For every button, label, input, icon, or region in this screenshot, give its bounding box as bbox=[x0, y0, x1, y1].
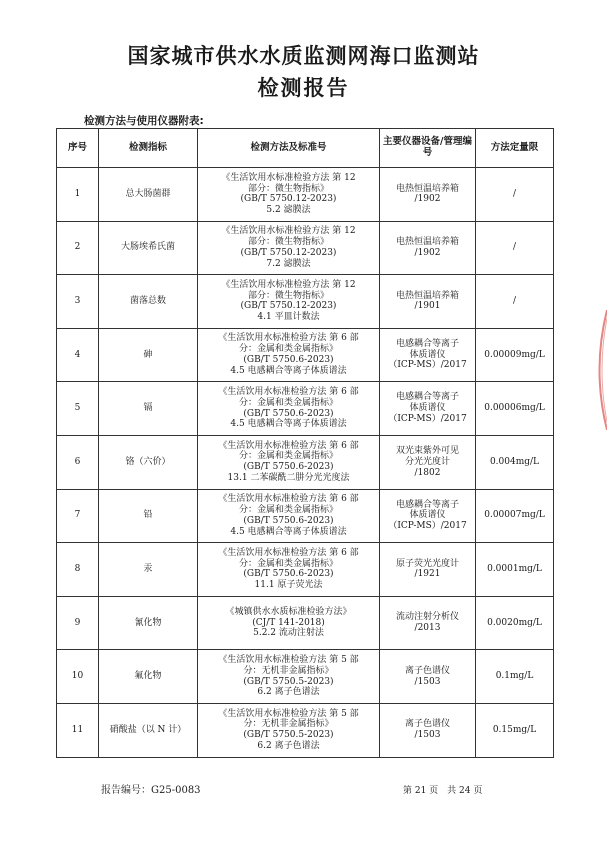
method-line: 《生活饮用水标准检验方法 第 12 bbox=[221, 172, 356, 183]
instrument-line: 原子荧光光度计 bbox=[395, 558, 459, 569]
method-line: (CJ/T 141-2018) bbox=[252, 617, 325, 628]
table-row bbox=[57, 543, 554, 597]
method-line: 4.5 电感耦合等离子体质谱法 bbox=[230, 419, 347, 430]
method-line: 6.2 离子色谱法 bbox=[257, 687, 320, 698]
test-method bbox=[198, 489, 380, 543]
method-line: 7.2 滤膜法 bbox=[266, 258, 311, 269]
test-item: 氰化物 bbox=[99, 596, 198, 650]
test-method bbox=[198, 703, 380, 757]
method-line: (GB/T 5750.12-2023) bbox=[240, 301, 337, 312]
table-row bbox=[57, 435, 554, 489]
report-subtitle: 检测报告 bbox=[257, 76, 350, 100]
instrument-line: /2013 bbox=[414, 623, 441, 634]
method-line: 5.2 滤膜法 bbox=[266, 205, 311, 216]
test-item: 铬（六价） bbox=[99, 435, 198, 489]
method-line: 分：金属和类金属指标》 bbox=[238, 397, 338, 408]
table-row bbox=[57, 650, 554, 704]
method-line: (GB/T 5750.6-2023) bbox=[243, 462, 334, 473]
instrument-line: 双光束紫外可见 bbox=[395, 446, 459, 457]
instrument-line: 体质谱仪 bbox=[409, 510, 446, 521]
instrument-line: 体质谱仪 bbox=[409, 349, 446, 360]
row-number: 5 bbox=[57, 382, 99, 436]
instrument-line: 电热恒温培养箱 bbox=[395, 183, 459, 194]
method-line: 4.1 平皿计数法 bbox=[257, 312, 320, 323]
table-row bbox=[57, 489, 554, 543]
instrument bbox=[380, 435, 476, 489]
quantitation-limit: 0.1mg/L bbox=[476, 650, 554, 704]
instrument bbox=[380, 328, 476, 382]
method-line: 4.5 电感耦合等离子体质谱法 bbox=[230, 365, 347, 376]
instrument-line: /1503 bbox=[414, 730, 441, 741]
method-line: 4.5 电感耦合等离子体质谱法 bbox=[230, 526, 347, 537]
header-limit: 方法定量限 bbox=[476, 129, 554, 168]
method-line: 5.2.2 流动注射法 bbox=[253, 628, 324, 639]
quantitation-limit: 0.00009mg/L bbox=[476, 328, 554, 382]
header-instrument bbox=[380, 129, 476, 168]
header-method: 检测方法及标准号 bbox=[198, 129, 380, 168]
row-number: 9 bbox=[57, 596, 99, 650]
test-item: 砷 bbox=[99, 328, 198, 382]
table-row bbox=[57, 275, 554, 329]
header-item: 检测指标 bbox=[99, 129, 198, 168]
instrument-line: /1802 bbox=[414, 467, 441, 478]
instrument bbox=[380, 275, 476, 329]
instrument-line: 流动注射分析仪 bbox=[395, 612, 459, 623]
test-method bbox=[198, 221, 380, 275]
method-line: (GB/T 5750.6-2023) bbox=[243, 569, 334, 580]
header-instrument-label: 主要仪器设备/管理编号 bbox=[383, 136, 472, 158]
method-line: 6.2 离子色谱法 bbox=[257, 741, 320, 752]
test-method bbox=[198, 168, 380, 222]
method-line: 《生活饮用水标准检验方法 第 12 bbox=[221, 279, 356, 290]
instrument bbox=[380, 221, 476, 275]
method-line: 部分：微生物指标》 bbox=[247, 237, 329, 248]
method-line: 分：金属和类金属指标》 bbox=[238, 344, 338, 355]
instrument-line: 电感耦合等离子 bbox=[395, 392, 459, 403]
report-number: 报告编号：G25-0083 bbox=[101, 785, 201, 796]
test-item: 氟化物 bbox=[99, 650, 198, 704]
instrument-line: /1503 bbox=[414, 676, 441, 687]
method-line: 分：金属和类金属指标》 bbox=[238, 505, 338, 516]
test-method bbox=[198, 328, 380, 382]
test-item: 镉 bbox=[99, 382, 198, 436]
method-line: 部分：微生物指标》 bbox=[247, 290, 329, 301]
instrument bbox=[380, 650, 476, 704]
instrument-line: /1902 bbox=[414, 194, 441, 205]
method-line: (GB/T 5750.12-2023) bbox=[240, 247, 337, 258]
table-row bbox=[57, 703, 554, 757]
test-item: 铅 bbox=[99, 489, 198, 543]
table-body bbox=[57, 168, 554, 758]
instrument bbox=[380, 382, 476, 436]
method-line: (GB/T 5750.6-2023) bbox=[243, 515, 334, 526]
table-row bbox=[57, 221, 554, 275]
method-line: 《生活饮用水标准检验方法 第 6 部 bbox=[218, 440, 359, 451]
instrument-line: 电感耦合等离子 bbox=[395, 499, 459, 510]
table-header-row bbox=[57, 129, 554, 168]
method-line: 部分：微生物指标》 bbox=[247, 183, 329, 194]
instrument-line: 离子色谱仪 bbox=[404, 665, 450, 676]
quantitation-limit: 0.0020mg/L bbox=[476, 596, 554, 650]
test-item: 汞 bbox=[99, 543, 198, 597]
method-line: 《生活饮用水标准检验方法 第 6 部 bbox=[218, 333, 359, 344]
row-number: 10 bbox=[57, 650, 99, 704]
quantitation-limit: 0.00007mg/L bbox=[476, 489, 554, 543]
row-number: 11 bbox=[57, 703, 99, 757]
instrument bbox=[380, 489, 476, 543]
test-method bbox=[198, 650, 380, 704]
test-method bbox=[198, 596, 380, 650]
row-number: 1 bbox=[57, 168, 99, 222]
method-line: (GB/T 5750.5-2023) bbox=[243, 676, 334, 687]
method-line: 《生活饮用水标准检验方法 第 6 部 bbox=[218, 547, 359, 558]
method-line: 《生活饮用水标准检验方法 第 12 bbox=[221, 226, 356, 237]
method-table bbox=[56, 128, 554, 758]
instrument-line: （ICP-MS）/2017 bbox=[388, 360, 467, 371]
method-line: (GB/T 5750.6-2023) bbox=[243, 408, 334, 419]
test-method bbox=[198, 435, 380, 489]
quantitation-limit: 0.004mg/L bbox=[476, 435, 554, 489]
header-no: 序号 bbox=[57, 129, 99, 168]
table-row bbox=[57, 596, 554, 650]
instrument-line: （ICP-MS）/2017 bbox=[388, 414, 467, 425]
instrument bbox=[380, 168, 476, 222]
quantitation-limit: / bbox=[476, 221, 554, 275]
instrument-line: 电感耦合等离子 bbox=[395, 338, 459, 349]
test-item: 大肠埃希氏菌 bbox=[99, 221, 198, 275]
instrument bbox=[380, 703, 476, 757]
seal-stamp-edge bbox=[590, 310, 607, 430]
instrument-line: 电热恒温培养箱 bbox=[395, 290, 459, 301]
report-title: 国家城市供水水质监测网海口监测站 bbox=[127, 44, 480, 68]
row-number: 6 bbox=[57, 435, 99, 489]
row-number: 2 bbox=[57, 221, 99, 275]
instrument-line: （ICP-MS）/2017 bbox=[388, 521, 467, 532]
row-number: 7 bbox=[57, 489, 99, 543]
instrument-line: 离子色谱仪 bbox=[404, 719, 450, 730]
method-line: 《生活饮用水标准检验方法 第 5 部 bbox=[218, 655, 359, 666]
table-row bbox=[57, 168, 554, 222]
test-method bbox=[198, 382, 380, 436]
page-number: 第 21 页 共 24 页 bbox=[403, 786, 483, 796]
instrument-line: /1921 bbox=[414, 569, 441, 580]
quantitation-limit: 0.0001mg/L bbox=[476, 543, 554, 597]
method-line: 分：金属和类金属指标》 bbox=[238, 451, 338, 462]
method-line: 《城镇供水水质标准检验方法》 bbox=[225, 606, 352, 617]
quantitation-limit: 0.15mg/L bbox=[476, 703, 554, 757]
row-number: 8 bbox=[57, 543, 99, 597]
method-line: 《生活饮用水标准检验方法 第 6 部 bbox=[218, 387, 359, 398]
instrument bbox=[380, 543, 476, 597]
method-line: (GB/T 5750.5-2023) bbox=[243, 730, 334, 741]
method-line: 分：无机非金属指标》 bbox=[243, 665, 334, 676]
method-line: 《生活饮用水标准检验方法 第 5 部 bbox=[218, 708, 359, 719]
quantitation-limit: 0.00006mg/L bbox=[476, 382, 554, 436]
row-number: 3 bbox=[57, 275, 99, 329]
table-row bbox=[57, 328, 554, 382]
instrument-line: 电热恒温培养箱 bbox=[395, 237, 459, 248]
instrument-line: /1902 bbox=[414, 247, 441, 258]
method-line: 11.1 原子荧光法 bbox=[254, 580, 323, 591]
test-item: 菌落总数 bbox=[99, 275, 198, 329]
test-item: 硝酸盐（以 N 计） bbox=[99, 703, 198, 757]
instrument bbox=[380, 596, 476, 650]
row-number: 4 bbox=[57, 328, 99, 382]
method-line: (GB/T 5750.12-2023) bbox=[240, 194, 337, 205]
quantitation-limit: / bbox=[476, 275, 554, 329]
method-line: 13.1 二苯碳酰二肼分光光度法 bbox=[227, 473, 350, 484]
quantitation-limit: / bbox=[476, 168, 554, 222]
table-caption: 检测方法与使用仪器附表: bbox=[84, 115, 204, 127]
instrument-line: 体质谱仪 bbox=[409, 403, 446, 414]
instrument-line: /1901 bbox=[414, 301, 441, 312]
table-row bbox=[57, 382, 554, 436]
method-line: 分：无机非金属指标》 bbox=[243, 719, 334, 730]
test-item: 总大肠菌群 bbox=[99, 168, 198, 222]
method-line: 分：金属和类金属指标》 bbox=[238, 558, 338, 569]
test-method bbox=[198, 275, 380, 329]
method-line: 《生活饮用水标准检验方法 第 6 部 bbox=[218, 494, 359, 505]
method-line: (GB/T 5750.6-2023) bbox=[243, 355, 334, 366]
test-method bbox=[198, 543, 380, 597]
instrument-line: 分光光度计 bbox=[404, 456, 450, 467]
